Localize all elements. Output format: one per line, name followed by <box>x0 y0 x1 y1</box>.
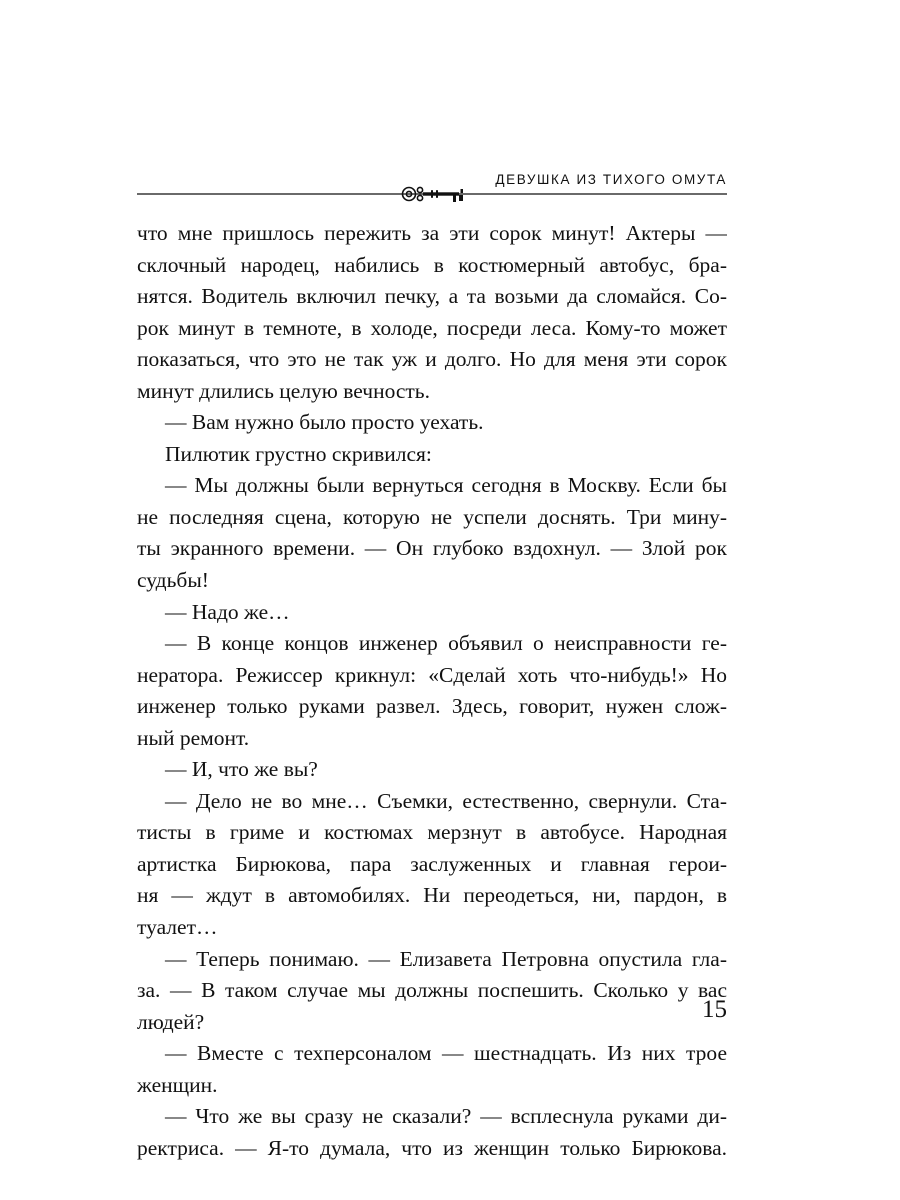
text-line: нятся. Водитель включил печку, а та возьми да сломайся. Со- <box>137 284 727 309</box>
text-line: Пилютик грустно скривился: <box>165 441 432 466</box>
text-line: инженер только руками развел. Здесь, говорит, нужен слож- <box>137 694 727 719</box>
text-line: что мне пришлось пережить за эти сорок минут! Актеры — <box>137 221 727 245</box>
text-line: тисты в гриме и костюмах мерзнут в автобусе. Народная <box>137 820 727 845</box>
text-line: нератора. Режиссер крикнул: «Сделай хоть что-нибудь!» Но <box>137 662 727 687</box>
text-line: ный ремонт. <box>137 725 250 750</box>
key-icon <box>137 185 727 203</box>
text-line: ректриса. — Я-то думала, что из женщин только Бирюкова. <box>137 1135 727 1160</box>
text-line: — Вам нужно было просто уехать. <box>165 410 484 435</box>
text-line: ты экранного времени. — Он глубоко вздохнул. — Злой рок <box>137 536 727 561</box>
text-line: судьбы! <box>137 568 209 593</box>
text-line: туалет… <box>137 915 218 940</box>
text-line: минут длились целую вечность. <box>137 378 430 403</box>
text-line: женщин. <box>137 1072 218 1097</box>
header-rule <box>137 185 727 203</box>
text-line: склочный народец, набились в костюмерный автобус, бра- <box>137 252 727 277</box>
text-line: не последняя сцена, которую не успели доснять. Три мину- <box>137 504 727 529</box>
text-line: людей? <box>137 1009 205 1034</box>
text-line: за. — В таком случае мы должны поспешить. Сколько у вас <box>137 978 727 1003</box>
running-title: ДЕВУШКА ИЗ ТИХОГО ОМУТА <box>495 172 727 187</box>
text-line: артистка Бирюкова, пара заслуженных и главная герои- <box>137 851 727 876</box>
text-line: — Надо же… <box>165 599 290 624</box>
text-line: — В конце концов инженер объявил о неисправности ге- <box>165 631 727 656</box>
text-line: ня — ждут в автомобилях. Ни переодеться, ни, пардон, в <box>137 883 727 908</box>
text-line: показаться, что это не так уж и долго. Но для меня эти сорок <box>137 347 727 372</box>
page-number: 15 <box>702 996 727 1023</box>
text-line: — Дело не во мне… Съемки, естественно, свернули. Ста- <box>165 788 727 813</box>
text-line: — И, что же вы? <box>165 757 318 782</box>
text-line: — Что же вы сразу не сказали? — всплеснула руками ди- <box>165 1104 727 1129</box>
text-line: рок минут в темноте, в холоде, посреди леса. Кому-то может <box>137 315 727 340</box>
text-line: — Вместе с техперсоналом — шестнадцать. Из них трое <box>165 1041 727 1066</box>
text-line: — Теперь понимаю. — Елизавета Петровна опустила гла- <box>165 946 727 971</box>
text-line: — Мы должны были вернуться сегодня в Москву. Если бы <box>165 473 727 498</box>
